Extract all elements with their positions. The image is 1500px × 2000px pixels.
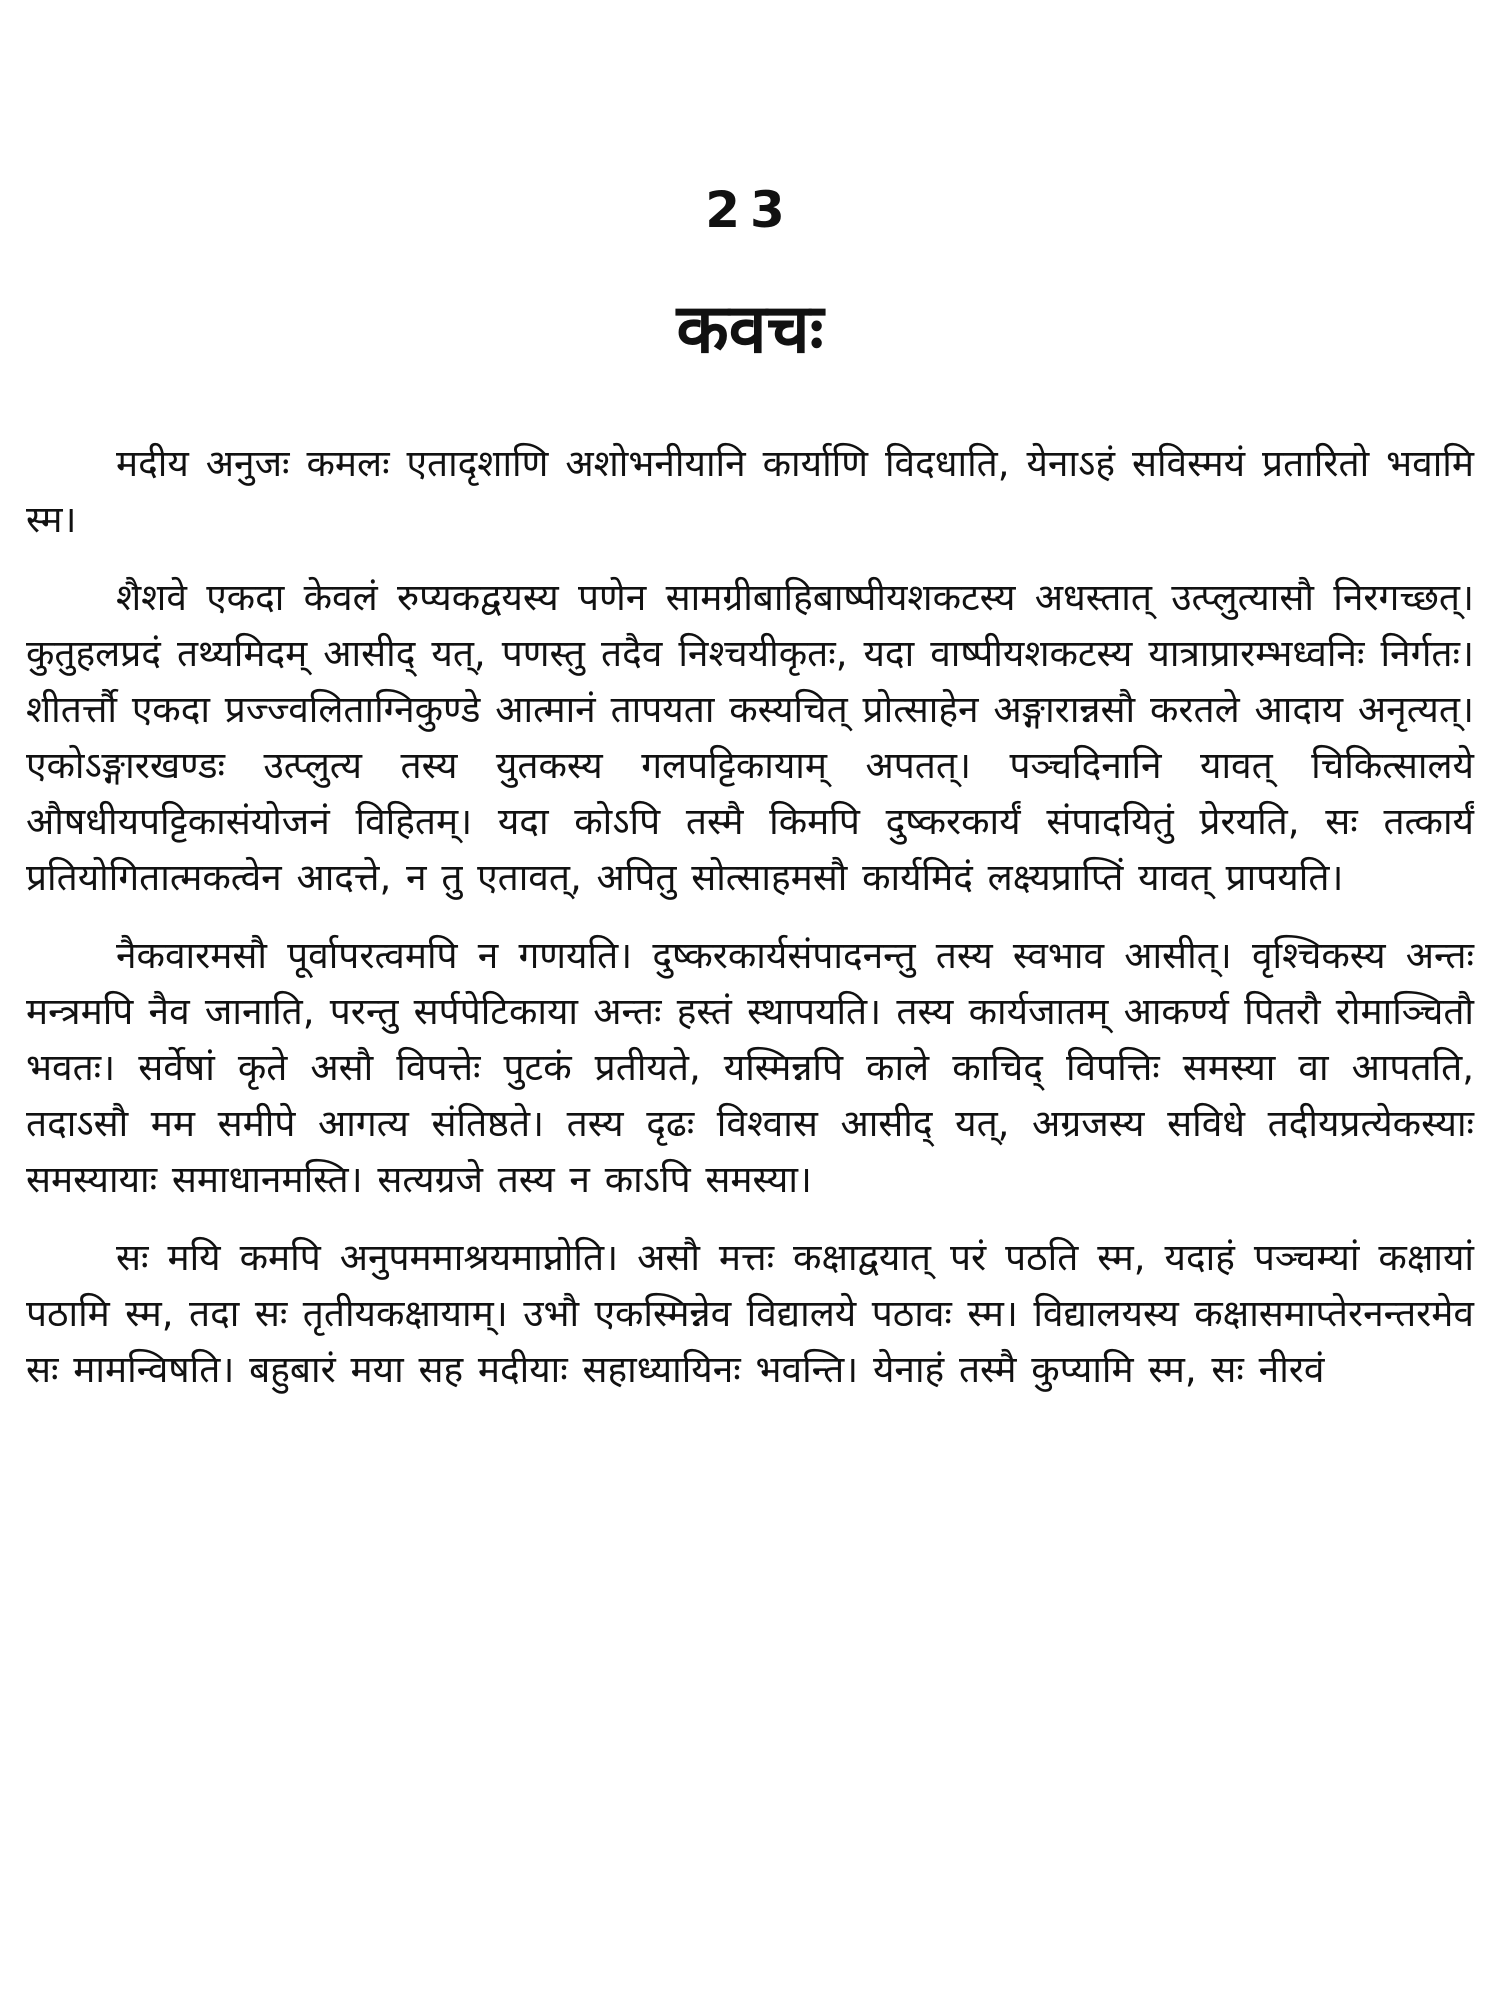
- paragraph-3: नैकवारमसौ पूर्वापरत्वमपि न गणयति। दुष्करकार्यसंपादनन्तु तस्य स्वभाव आसीत्। वृश्चिकस्य अन्तः मन्त्रमपि नैव जानाति, परन्तु सर्पपेटिकाया अन्तः हस्तं स्थापयति। तस्य कार्यजातम् आकर्ण्य पितरौ रोमाञ्चितौ भवतः। सर्वेषां कृते असौ विपत्तेः पुटकं प्रतीयते, यस्मिन्नपि काले काचिद् विपत्तिः समस्या वा आपतति, तदाऽसौ मम समीपे आगत्य संतिष्ठते। तस्य दृढः विश्वास आसीद् यत्, अग्रजस्य सविधे तदीयप्रत्येकस्याः समस्यायाः समाधानमस्ति। सत्यग्रजे तस्य न काऽपि समस्या।: [26, 934, 1474, 1201]
- chapter-title: कवचः: [676, 290, 824, 369]
- paragraph-2: शैशवे एकदा केवलं रुप्यकद्वयस्य पणेन सामग्रीबाहिबाष्पीयशकटस्य अधस्तात् उत्प्लुत्यासौ निरगच्छत्। कुतुहलप्रदं तथ्यमिदम् आसीद् यत्, पणस्तु तदैव निश्चयीकृतः, यदा वाष्पीयशकटस्य यात्राप्रारम्भध्वनिः निर्गतः। शीतर्त्तौ एकदा प्रज्ज्वलिताग्निकुण्डे आत्मानं तापयता कस्यचित् प्रोत्साहेन अङ्गारान्नसौ करतले आदाय अनृत्यत्। एकोऽङ्गारखण्डः उत्प्लुत्य तस्य युतकस्य गलपट्टिकायाम् अपतत्। पञ्चदिनानि यावत् चिकित्सालये औषधीयपट्टिकासंयोजनं विहितम्। यदा कोऽपि तस्मै किमपि दुष्करकार्यं संपादयितुं प्रेरयति, सः तत्कार्यं प्रतियोगितात्मकत्वेन आदत्ते, न तु एतावत्, अपितु सोत्साहमसौ कार्यमिदं लक्ष्यप्राप्तिं यावत् प्रापयति।: [26, 576, 1474, 899]
- paragraph-4: सः मयि कमपि अनुपममाश्रयमाप्नोति। असौ मत्तः कक्षाद्वयात् परं पठति स्म, यदाहं पञ्चम्यां कक्षायां पठामि स्म, तदा सः तृतीयकक्षायाम्। उभौ एकस्मिन्नेव विद्यालये पठावः स्म। विद्यालयस्य कक्षासमाप्तेरनन्तरमेव सः मामन्विषति। बहुबारं मया सह मदीयाः सहाध्यायिनः भवन्ति। येनाहं तस्मै कुप्यामि स्म, सः नीरवं: [26, 1236, 1474, 1391]
- paragraph-1: मदीय अनुजः कमलः एतादृशाणि अशोभनीयानि कार्याणि विदधाति, येनाऽहं सविस्मयं प्रतारितो भवामि स्म।: [26, 442, 1474, 541]
- chapter-body: [26, 436, 1474, 1420]
- chapter-number: 23: [705, 181, 795, 239]
